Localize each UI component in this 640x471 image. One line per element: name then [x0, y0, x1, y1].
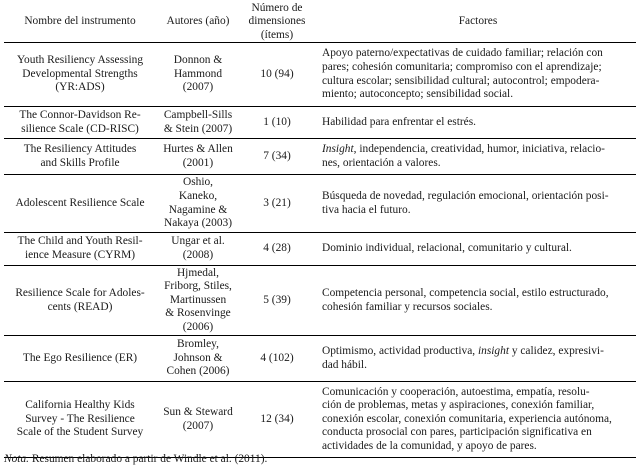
insight-italic: Insight	[322, 142, 354, 155]
factors-cell: Competencia personal, competencia social, estilo estructurado, cohesión familiar y recursos sociales.	[322, 286, 609, 313]
factors-cell: Insight, independencia, creatividad, humor, iniciativa, relacio- nes, orientación a valores.	[322, 142, 605, 169]
instrument-cell: The Child and Youth Resil- ience Measure (CYRM)	[17, 235, 143, 261]
instruments-table	[4, 2, 636, 458]
factors-cell: Apoyo paterno/expectativas de cuidado familiar; relación con pares; cohesión comunitaria; compromiso con el aprendizaje; cultura escolar; sensibilidad cultural; autocontrol; empodera- miento; autoconcepto; sensibilidad social.	[322, 47, 603, 101]
authors-cell: Bromley, Johnson & Cohen (2006)	[166, 338, 230, 378]
authors-cell: Donnon & Hammond (2007)	[173, 54, 223, 94]
insight-italic: insight	[477, 344, 509, 357]
instrument-cell: The Ego Resilience (ER)	[22, 351, 138, 364]
authors-cell: Hjmedal, Friborg, Stiles, Martinussen & Rosenvinge (2006)	[164, 266, 232, 333]
table-header	[4, 2, 636, 43]
instrument-cell: The Resiliency Attitudes and Skills Profile	[23, 142, 137, 169]
dimensions-cell: 10 (94)	[260, 67, 294, 80]
dimensions-cell: 12 (34)	[260, 412, 294, 425]
table-row	[4, 382, 636, 458]
table-row	[4, 336, 636, 382]
note-text: Resumen elaborado a partir de Windle et al. (2011).	[29, 453, 268, 465]
table-row	[4, 266, 636, 336]
dimensions-cell: 3 (21)	[263, 196, 291, 209]
factors-cell: Habilidad para enfrentar el estrés.	[322, 115, 477, 128]
authors-cell: Ungar et al. (2008)	[171, 235, 225, 261]
table-row	[4, 175, 636, 233]
table-row	[4, 107, 636, 139]
authors-cell: Sun & Steward (2007)	[163, 405, 233, 432]
dimensions-cell: 1 (10)	[263, 115, 291, 128]
authors-cell: Campbell-Sills & Stein (2007)	[163, 108, 233, 135]
table-row	[4, 233, 636, 266]
table-row	[4, 139, 636, 175]
instrument-cell: Youth Resiliency Assessing Developmental Strengths (YR:ADS)	[16, 54, 144, 94]
header-dimensions: Número de dimensiones (ítems)	[248, 1, 306, 41]
table-row	[4, 43, 636, 107]
factors-cell: Dominio individual, relacional, comunitario y cultural.	[322, 242, 572, 255]
header-factors: Factores	[458, 15, 498, 28]
dimensions-cell: 4 (102)	[260, 351, 294, 364]
factors-cell: Búsqueda de novedad, regulación emocional, orientación posi- tiva hacia el futuro.	[322, 189, 609, 216]
dimensions-cell: 4 (28)	[263, 242, 291, 255]
authors-cell: Hurtes & Allen (2001)	[163, 142, 233, 169]
instrument-cell: Adolescent Resilience Scale	[15, 196, 145, 209]
factors-cell: Comunicación y cooperación, autoestima, empatía, resolu- ción de problemas, metas y aspiraciones, conexión familiar, conexión escolar, conexión comunitaria, experiencia autónoma, conducta prosocial con pares, participación significativa en actividades de la comunidad, y apoyo de pares.	[322, 385, 612, 452]
note-label: Nota.	[4, 453, 30, 465]
factors-cell: Optimismo, actividad productiva, insight y calidez, expresivi- dad hábil.	[322, 344, 604, 371]
dimensions-cell: 7 (34)	[263, 149, 291, 162]
table-note	[4, 453, 267, 467]
dimensions-cell: 5 (39)	[263, 293, 291, 306]
instrument-cell: The Connor-Davidson Re- silience Scale (CD-RISC)	[19, 108, 141, 135]
authors-cell: Oshio, Kaneko, Nagamine & Nakaya (2003)	[164, 176, 232, 230]
header-authors: Autores (año)	[166, 15, 230, 28]
header-instrument: Nombre del instrumento	[24, 15, 136, 28]
instrument-cell: Resilience Scale for Adoles- cents (READ)	[15, 286, 145, 313]
instrument-cell: California Healthy Kids Survey - The Resilience Scale of the Student Survey	[16, 399, 144, 439]
